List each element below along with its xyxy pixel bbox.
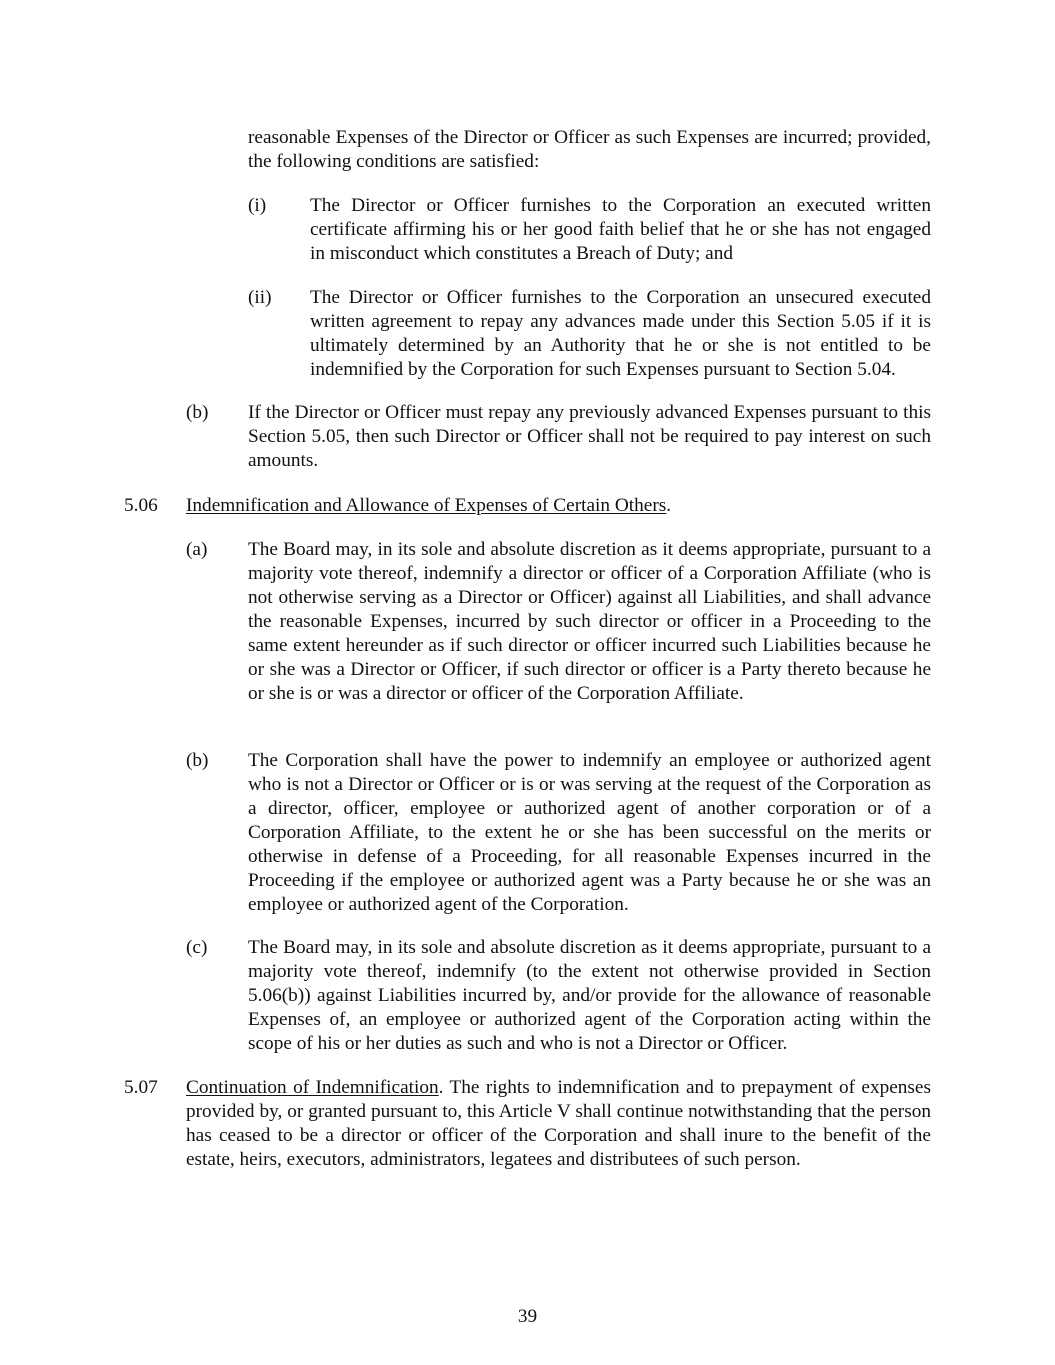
section-506-heading <box>186 494 671 518</box>
section-505-b-text: If the Director or Officer must repay any previously advanced Expenses pursuant to this Section 5.05, then such Director or Officer shall not be required to pay interest on such amounts. <box>248 402 931 471</box>
section-506-heading-text: Indemnification and Allowance of Expenses of Certain Others <box>186 495 667 516</box>
section-506-a-label: (a) <box>186 539 208 560</box>
section-507-text: . The rights to indemnification and to prepayment of expenses provided by, or granted pursuant to, this Article V shall continue notwithstanding that the person has ceased to be a director or officer of the Corporation and shall inure to the benefit of the estate, heirs, executors, administrators, legatees and distributees of such person. <box>186 1077 931 1170</box>
section-506-number: 5.06 <box>124 495 158 516</box>
section-506-b-label: (b) <box>186 750 209 771</box>
section-506-a-text: The Board may, in its sole and absolute discretion as it deems appropriate, pursuant to a majority vote thereof, indemnify a director or officer of a Corporation Affiliate (who is not otherwise serving as a Director or Officer) against all Liabilities, and shall advance the reasonable Expenses, incurred by such director or officer in a Proceeding to the same extent hereunder as if such director or officer incurred such Liabilities because he or she was a Director or Officer, if such director or officer is a Party thereto because he or she is or was a director or officer of the Corporation Affiliate. <box>248 539 931 704</box>
continuation-paragraph: reasonable Expenses of the Director or Officer as such Expenses are incurred; provided, the following conditions are satisfied: <box>248 127 931 172</box>
section-506-heading-period: . <box>666 495 672 516</box>
section-505-b-label: (b) <box>186 402 209 423</box>
condition-i-label: (i) <box>248 195 267 216</box>
section-507-paragraph <box>186 1076 931 1172</box>
section-507-number: 5.07 <box>124 1077 158 1098</box>
section-507-heading: Continuation of Indemnification <box>186 1077 439 1098</box>
condition-ii-label: (ii) <box>248 287 272 308</box>
section-506-b-text: The Corporation shall have the power to indemnify an employee or authorized agent who is not a Director or Officer or is or was serving at the request of the Corporation as a director, officer, employee or authorized agent of another corporation or of a Corporation Affiliate, to the extent he or she has been successful on the merits or otherwise in defense of a Proceeding, for all reasonable Expenses incurred in the Proceeding if the employee or authorized agent was a Party because he or she was an employee or authorized agent of the Corporation. <box>248 750 931 915</box>
page-number: 39 <box>517 1306 538 1327</box>
section-506-c-label: (c) <box>186 937 208 958</box>
condition-i-text: The Director or Officer furnishes to the Corporation an executed written certificate affirming his or her good faith belief that he or she has not engaged in misconduct which constitutes a Breach of Duty; and <box>310 195 931 264</box>
condition-ii-text: The Director or Officer furnishes to the Corporation an unsecured executed written agreement to repay any advances made under this Section 5.05 if it is ultimately determined by an Authority that he or she is not entitled to be indemnified by the Corporation for such Expenses pursuant to Section 5.04. <box>310 287 931 380</box>
section-506-c-text: The Board may, in its sole and absolute discretion as it deems appropriate, pursuant to a majority vote thereof, indemnify (to the extent not otherwise provided in Section 5.06(b)) against Liabilities incurred by, and/or provide for the allowance of reasonable Expenses of, an employee or authorized agent of the Corporation acting within the scope of his or her duties as such and who is not a Director or Officer. <box>248 937 931 1054</box>
